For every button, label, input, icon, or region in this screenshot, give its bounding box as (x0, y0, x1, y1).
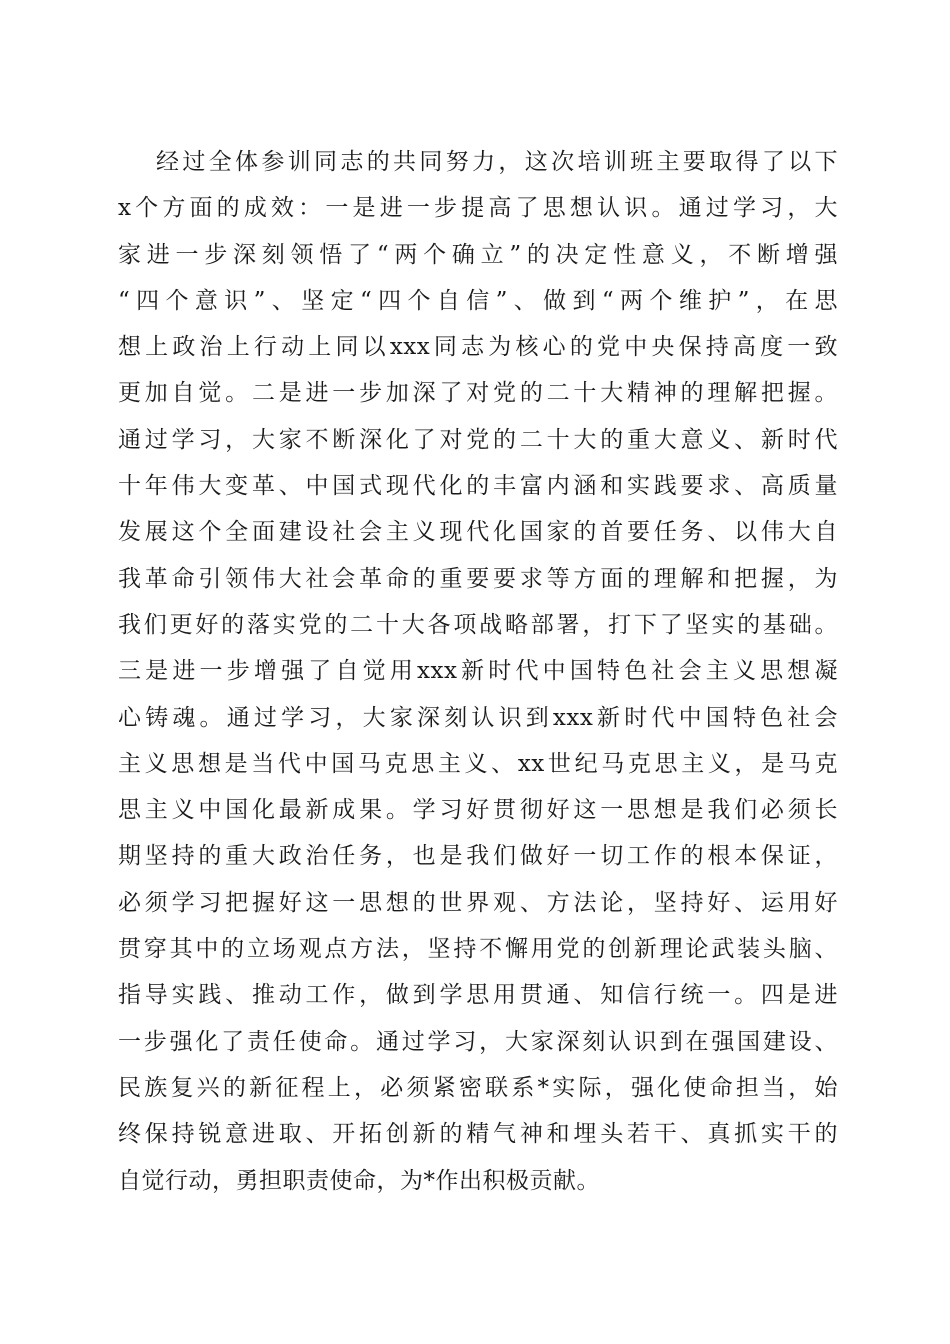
paragraph-line: 民族复兴的新征程上，必须紧密联系*实际，强化使命担当，始 (118, 1074, 838, 1101)
paragraph-line: 更加自觉。二是进一步加深了对党的二十大精神的理解把握。 (118, 380, 838, 407)
paragraph-line: 终保持锐意进取、开拓创新的精气神和埋头若干、真抓实干的 (118, 1121, 838, 1148)
paragraph-line: 三是进一步增强了自觉用xxx新时代中国特色社会主义思想凝 (118, 658, 838, 685)
paragraph-line: 十年伟大变革、中国式现代化的丰富内涵和实践要求、高质量 (118, 473, 838, 500)
paragraph-line: 贯穿其中的立场观点方法，坚持不懈用党的创新理论武装头脑、 (118, 936, 838, 963)
paragraph-line: 主义思想是当代中国马克思主义、xx世纪马克思主义，是马克 (118, 750, 838, 777)
paragraph-line: 发展这个全面建设社会主义现代化国家的首要任务、以伟大自 (118, 519, 838, 546)
paragraph-line: 思主义中国化最新成果。学习好贯彻好这一思想是我们必须长 (118, 797, 838, 824)
paragraph-line: “四个意识”、坚定“四个自信”、做到“两个维护”，在思 (118, 287, 838, 314)
body-paragraph (118, 139, 838, 1204)
paragraph-line: 自觉行动，勇担职责使命，为*作出积极贡献。 (118, 1167, 600, 1194)
paragraph-line: 一步强化了责任使命。通过学习，大家深刻认识到在强国建设、 (118, 1028, 838, 1055)
paragraph-line: 指导实践、推动工作，做到学思用贯通、知信行统一。四是进 (118, 982, 838, 1009)
paragraph-line: 经过全体参训同志的共同努力，这次培训班主要取得了以下 (156, 149, 838, 175)
paragraph-line: 必须学习把握好这一思想的世界观、方法论，坚持好、运用好 (118, 889, 838, 916)
paragraph-line: 心铸魂。通过学习，大家深刻认识到xxx新时代中国特色社会 (118, 704, 838, 731)
paragraph-line: 期坚持的重大政治任务，也是我们做好一切工作的根本保证， (118, 843, 838, 870)
paragraph-line: 家进一步深刻领悟了“两个确立”的决定性意义，不断增强 (118, 241, 838, 268)
paragraph-line: x个方面的成效：一是进一步提高了思想认识。通过学习，大 (118, 195, 838, 222)
paragraph-line: 想上政治上行动上同以xxx同志为核心的党中央保持高度一致 (118, 334, 838, 361)
paragraph-line: 我们更好的落实党的二十大各项战略部署，打下了坚实的基础。 (118, 611, 838, 638)
paragraph-line: 通过学习，大家不断深化了对党的二十大的重大意义、新时代 (118, 426, 838, 453)
paragraph-line: 我革命引领伟大社会革命的重要要求等方面的理解和把握，为 (118, 565, 838, 592)
